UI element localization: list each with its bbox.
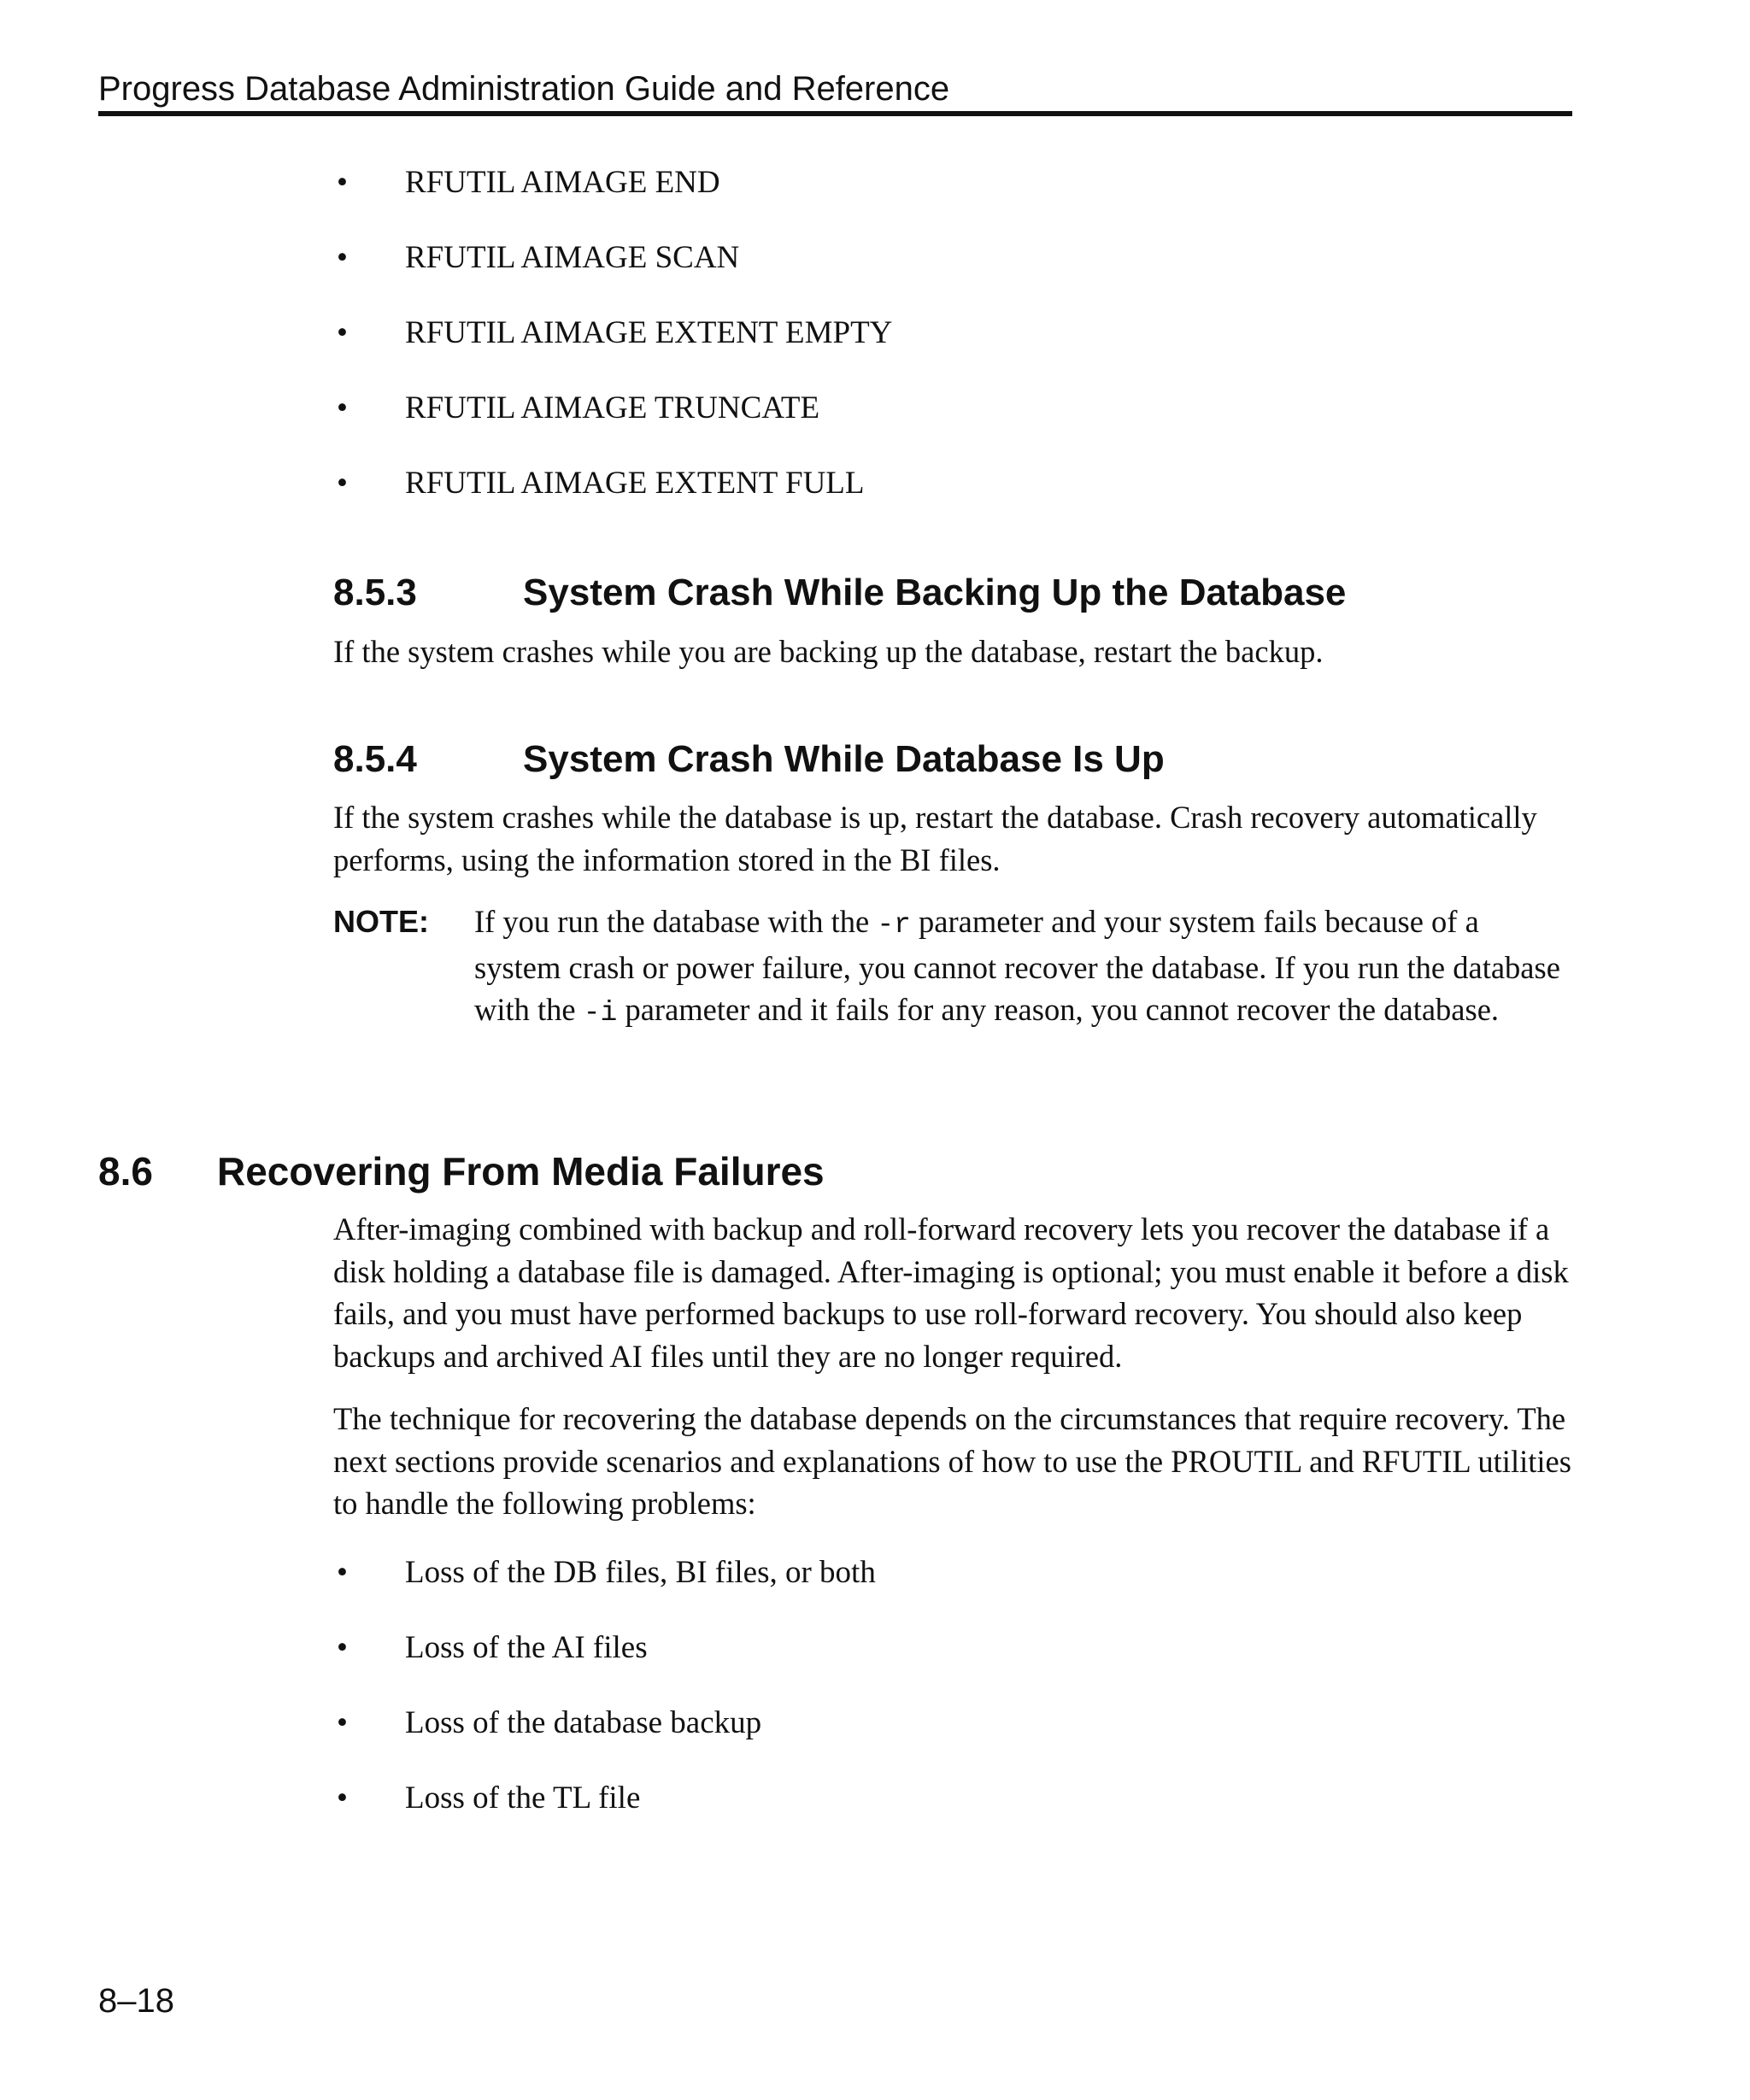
section-8-6-title: Recovering From Media Failures: [217, 1149, 825, 1194]
note-text: parameter and your system fails because of a system crash or power failure, you cannot recover the database. If you run the database with the: [474, 904, 1560, 1027]
section-8-5-3-title: System Crash While Backing Up the Database: [523, 572, 1347, 613]
section-8-6-number: 8.6: [98, 1149, 153, 1194]
bullet-icon: •: [337, 390, 348, 425]
list-item: [333, 1627, 1572, 1702]
section-8-5-4-paragraph: If the system crashes while the database is up, restart the database. Crash recovery automatically performs, using the information stored in the BI files.: [333, 800, 1537, 877]
section-8-5-3-number: 8.5.3: [333, 572, 417, 613]
list-item: [333, 1552, 1572, 1627]
note-code-i: -i: [583, 997, 618, 1029]
bullet-icon: •: [337, 1780, 348, 1816]
page-number: 8–18: [98, 1982, 174, 2020]
bullet-icon: •: [337, 1555, 348, 1590]
list-item: [333, 462, 1572, 537]
bullet-icon: •: [337, 1630, 348, 1665]
section-8-5-4-number: 8.5.4: [333, 738, 417, 780]
list-item-text: Loss of the DB files, BI files, or both: [405, 1555, 876, 1590]
header-rule: [98, 111, 1572, 116]
list-item-text: Loss of the AI files: [405, 1630, 648, 1665]
media-failure-list: [333, 1552, 1572, 1852]
note-code-r: -r: [877, 909, 911, 941]
list-item-text: RFUTIL AIMAGE TRUNCATE: [405, 390, 820, 425]
note-label: NOTE:: [333, 904, 429, 939]
note-body: [474, 900, 1572, 1035]
list-item-text: RFUTIL AIMAGE EXTENT EMPTY: [405, 315, 893, 350]
section-8-6-paragraph-2: The technique for recovering the database depends on the circumstances that require recovery. The next sections provide scenarios and explanations of how to use the PROUTIL and RFUTIL utilities to handle the following problems:: [333, 1401, 1571, 1521]
section-8-5-4-title: System Crash While Database Is Up: [523, 738, 1165, 780]
list-item: [333, 1702, 1572, 1777]
list-item: [333, 387, 1572, 462]
list-item: [333, 161, 1572, 237]
rfutil-command-list: [333, 161, 1572, 537]
list-item: [333, 237, 1572, 312]
bullet-icon: •: [337, 240, 348, 275]
note-text: If you run the database with the: [474, 904, 878, 939]
list-item: [333, 312, 1572, 387]
bullet-icon: •: [337, 1705, 348, 1740]
note-text: parameter and it fails for any reason, you cannot recover the database.: [617, 992, 1500, 1027]
list-item-text: Loss of the database backup: [405, 1705, 762, 1740]
list-item: [333, 1777, 1572, 1852]
bullet-icon: •: [337, 165, 348, 200]
section-8-5-3-paragraph: If the system crashes while you are backing up the database, restart the backup.: [333, 634, 1324, 669]
bullet-icon: •: [337, 315, 348, 350]
section-8-6-paragraph-1: After-imaging combined with backup and roll-forward recovery lets you recover the database if a disk holding a database file is damaged. After-imaging is optional; you must enable it before a disk fails, and you must have performed backups to use roll-forward recovery. You should also keep backups and archived AI files until they are no longer required.: [333, 1211, 1569, 1374]
list-item-text: RFUTIL AIMAGE SCAN: [405, 240, 740, 275]
list-item-text: RFUTIL AIMAGE END: [405, 165, 720, 200]
list-item-text: Loss of the TL file: [405, 1780, 641, 1816]
bullet-icon: •: [337, 466, 348, 501]
list-item-text: RFUTIL AIMAGE EXTENT FULL: [405, 466, 865, 501]
running-header: Progress Database Administration Guide and Reference: [98, 70, 950, 108]
